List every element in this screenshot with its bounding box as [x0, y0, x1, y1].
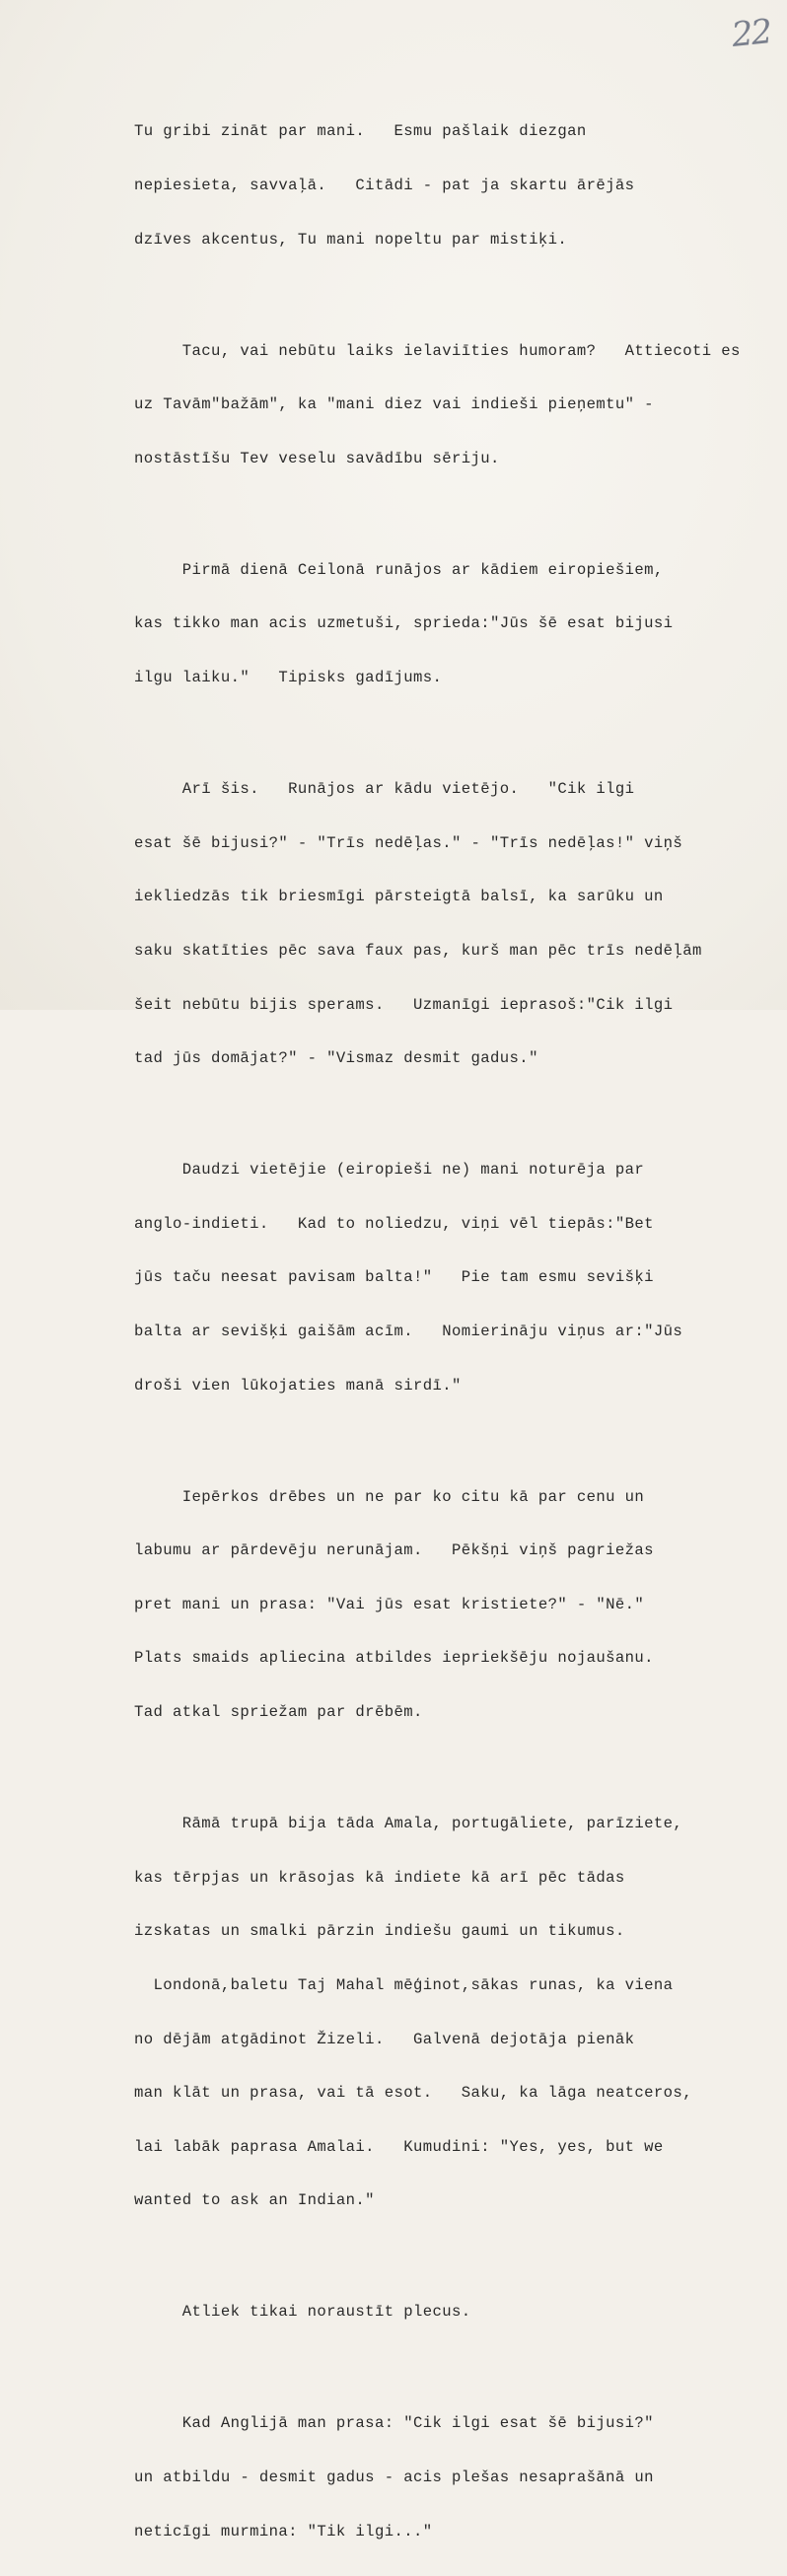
text-line: Rāmā trupā bija tāda Amala, portugāliete, parīziete,	[134, 1815, 683, 1833]
text-line: nostāstīšu Tev veselu savādību sēriju.	[134, 449, 500, 467]
paragraph-9	[134, 2379, 765, 2576]
text-line: Arī šis. Runājos ar kādu vietējo. "Cik ilgi	[134, 780, 635, 799]
text-line: man klāt un prasa, vai tā esot. Saku, ka lāga neatceros,	[134, 2084, 692, 2103]
paragraph-5	[134, 1125, 765, 1430]
text-line: nepiesieta, savvaļā. Citādi - pat ja skartu ārējās	[134, 177, 635, 195]
text-line: izskatas un smalki pārzin indiešu gaumi un tikumus.	[134, 1922, 625, 1941]
text-line: labumu ar pārdevēju nerunājam. Pēkšņi viņš pagriežas	[134, 1541, 654, 1560]
text-line: Atliek tikai noraustīt plecus.	[134, 2303, 471, 2322]
text-line: anglo-indieti. Kad to noliedzu, viņi vēl tiepās:"Bet	[134, 1214, 654, 1233]
text-line: Tad atkal spriežam par drēbēm.	[134, 1703, 423, 1722]
text-line: Tacu, vai nebūtu laiks ielaviīties humoram? Attiecoti es	[134, 341, 741, 360]
text-line: kas tikko man acis uzmetuši, sprieda:"Jūs šē esat bijusi	[134, 614, 674, 633]
typewritten-letter	[134, 87, 765, 2576]
text-line: dzīves akcentus, Tu mani nopeltu par mistiķi.	[134, 230, 568, 249]
page-number: 22	[730, 12, 773, 55]
text-line: jūs taču neesat pavisam balta!" Pie tam esmu sevišķi	[134, 1268, 654, 1287]
text-line: droši vien lūkojaties manā sirdī."	[134, 1376, 462, 1395]
text-line: saku skatīties pēc sava faux pas, kurš man pēc trīs nedēļām	[134, 941, 702, 960]
text-line: neticīgi murmina: "Tik ilgi..."	[134, 2522, 433, 2540]
paragraph-7	[134, 1779, 765, 2246]
text-line: Kad Anglijā man prasa: "Cik ilgi esat šē bijusi?"	[134, 2414, 654, 2433]
text-line: tad jūs domājat?" - "Vismaz desmit gadus."	[134, 1049, 538, 1068]
text-line: ilgu laiku." Tipisks gadījums.	[134, 669, 443, 687]
text-line: wanted to ask an Indian."	[134, 2191, 375, 2210]
text-line: Daudzi vietējie (eiropieši ne) mani noturēja par	[134, 1161, 645, 1180]
text-line: kas tērpjas un krāsojas kā indiete kā arī pēc tādas	[134, 1868, 625, 1887]
text-line: no dējām atgādinot Žizeli. Galvenā dejotāja pienāk	[134, 2030, 635, 2048]
text-line: Londonā,baletu Taj Mahal mēģinot,sākas runas, ka viena	[134, 1975, 674, 1994]
paragraph-3	[134, 525, 765, 722]
text-line: iekliedzās tik briesmīgi pārsteigtā balsī, ka sarūku un	[134, 888, 664, 906]
text-line: un atbildu - desmit gadus - acis plešas nesaprašānā un	[134, 2468, 654, 2486]
paragraph-6	[134, 1452, 765, 1756]
paragraph-4	[134, 745, 765, 1104]
text-line: balta ar sevišķi gaišām acīm. Nomierināju viņus ar:"Jūs	[134, 1323, 683, 1340]
text-line: Iepērkos drēbes un ne par ko citu kā par cenu un	[134, 1487, 645, 1506]
text-line: Pirmā dienā Ceilonā runājos ar kādiem eiropiešiem,	[134, 560, 664, 579]
paragraph-1	[134, 87, 765, 284]
text-line: Tu gribi zināt par mani. Esmu pašlaik diezgan	[134, 122, 587, 141]
paragraph-8	[134, 2267, 765, 2357]
text-line: uz Tavām"bažām", ka "mani diez vai indieši pieņemtu" -	[134, 395, 654, 414]
paragraph-2	[134, 306, 765, 503]
text-line: šeit nebūtu bijis sperams. Uzmanīgi ieprasoš:"Cik ilgi	[134, 995, 674, 1014]
text-line: esat šē bijusi?" - "Trīs nedēļas." - "Trīs nedēļas!" viņš	[134, 833, 683, 852]
text-line: Plats smaids apliecina atbildes iepriekšēju nojaušanu.	[134, 1649, 654, 1668]
text-line: pret mani un prasa: "Vai jūs esat kristiete?" - "Nē."	[134, 1595, 645, 1613]
text-line: lai labāk paprasa Amalai. Kumudini: "Yes, yes, but we	[134, 2137, 664, 2156]
